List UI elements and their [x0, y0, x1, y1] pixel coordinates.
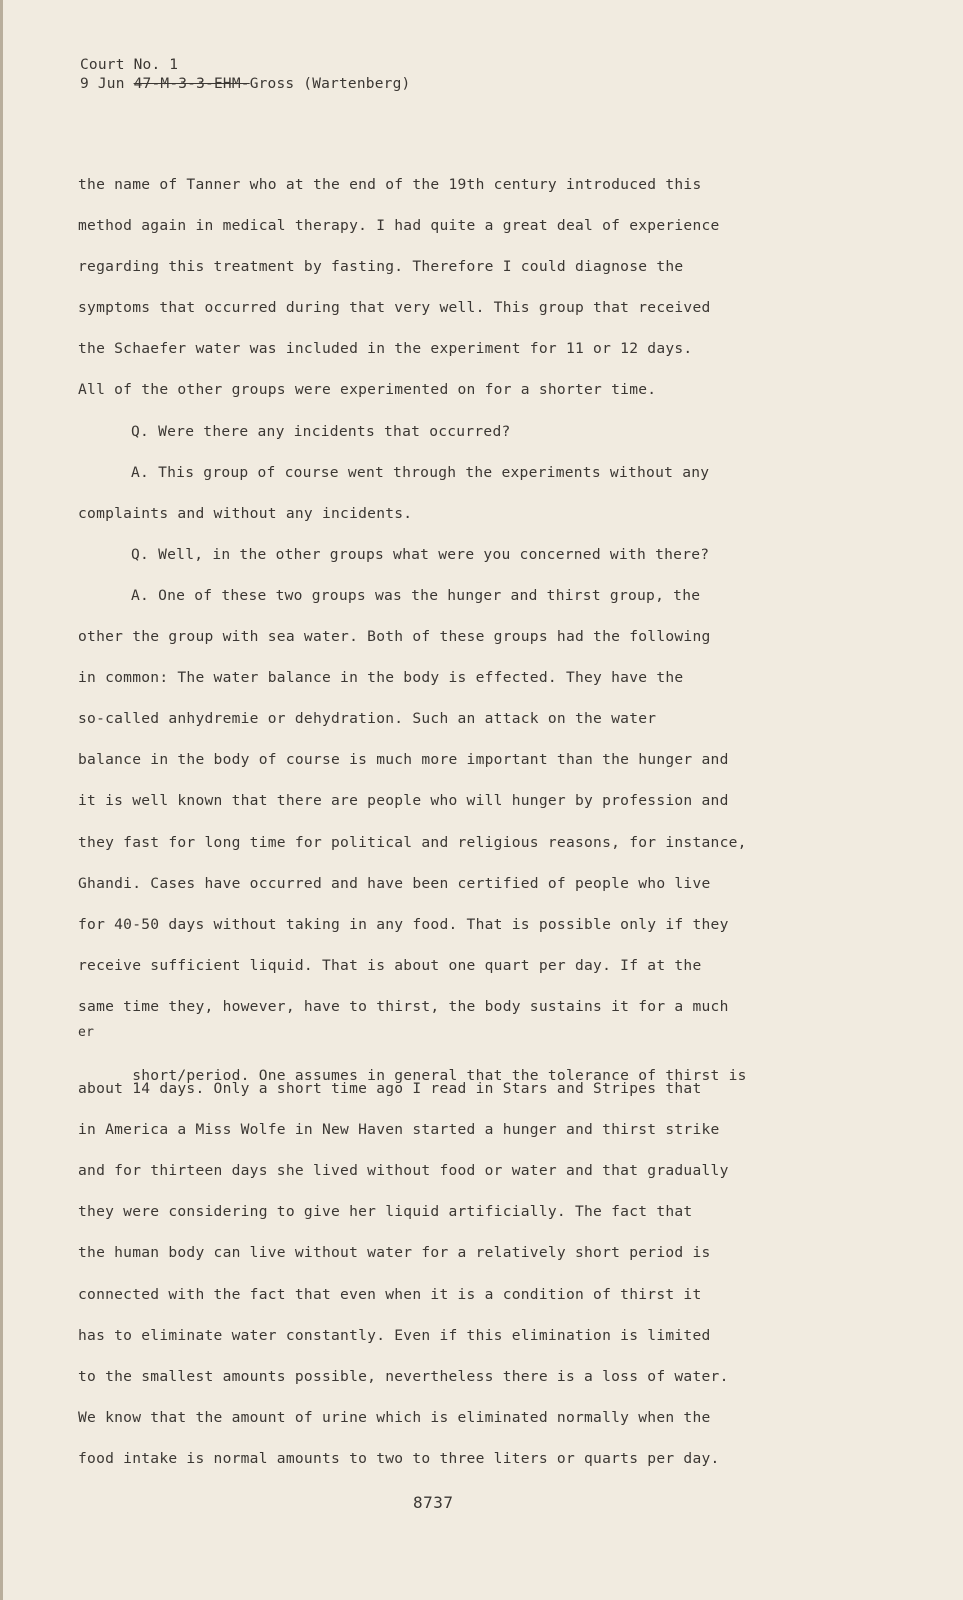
- transcript-line: for 40-50 days without taking in any food. That is possible only if they: [78, 915, 729, 933]
- transcript-line-with-interlinear-correction: [78, 1024, 848, 1084]
- transcript-line: about 14 days. Only a short time ago I read in Stars and Stripes that: [78, 1080, 702, 1098]
- transcript-line: has to eliminate water constantly. Even if this elimination is limited: [78, 1326, 711, 1344]
- transcript-lines-part-2: [78, 1075, 848, 1486]
- transcript-line: complaints and without any incidents.: [78, 504, 413, 522]
- transcript-line: in America a Miss Wolfe in New Haven started a hunger and thirst strike: [78, 1121, 720, 1139]
- transcript-line: receive sufficient liquid. That is about one quart per day. If at the: [78, 956, 702, 974]
- transcript-line: Q. Were there any incidents that occurred?: [131, 422, 511, 440]
- struck-reference: 47-M-3-3-EHM-: [133, 76, 250, 92]
- corrected-line-text: short/period. One assumes in general that the tolerance of thirst is: [132, 1066, 747, 1084]
- reporter-translator: Gross (Wartenberg): [249, 76, 411, 92]
- interlinear-correction: er: [78, 1024, 95, 1040]
- transcript-line: A. One of these two groups was the hunger and thirst group, the: [131, 586, 701, 604]
- page-number: 8737: [413, 1493, 454, 1512]
- transcript-line: symptoms that occurred during that very well. This group that received: [78, 299, 711, 317]
- transcript-line: they fast for long time for political and religious reasons, for instance,: [78, 833, 747, 851]
- page-edge: [0, 0, 3, 1600]
- transcript-line: the human body can live without water for a relatively short period is: [78, 1244, 711, 1262]
- transcript-line: they were considering to give her liquid artificially. The fact that: [78, 1203, 693, 1221]
- transcript-line: regarding this treatment by fasting. Therefore I could diagnose the: [78, 258, 684, 276]
- court-number: Court No. 1: [80, 57, 179, 73]
- date-line: [80, 75, 410, 94]
- transcript-line: the name of Tanner who at the end of the 19th century introduced this: [78, 176, 702, 193]
- transcript-line: Q. Well, in the other groups what were you concerned with there?: [131, 545, 710, 563]
- document-header: [80, 56, 410, 94]
- transcript-body: [78, 171, 848, 1486]
- transcript-line: connected with the fact that even when it is a condition of thirst it: [78, 1285, 702, 1303]
- transcript-line: in common: The water balance in the body is effected. They have the: [78, 669, 684, 687]
- transcript-line: other the group with sea water. Both of these groups had the following: [78, 628, 711, 646]
- transcript-line: same time they, however, have to thirst, the body sustains it for a much: [78, 997, 729, 1015]
- hearing-date: 9 Jun: [80, 76, 134, 92]
- transcript-line: it is well known that there are people who will hunger by profession and: [78, 792, 729, 810]
- transcript-line: to the smallest amounts possible, nevertheless there is a loss of water.: [78, 1367, 729, 1385]
- transcript-lines-part-1: [78, 171, 848, 1034]
- transcript-line: A. This group of course went through the experiments without any: [131, 463, 710, 481]
- transcript-line: balance in the body of course is much more important than the hunger and: [78, 751, 729, 769]
- transcript-line: All of the other groups were experimented on for a shorter time.: [78, 381, 657, 399]
- transcript-line: and for thirteen days she lived without food or water and that gradually: [78, 1162, 729, 1180]
- transcript-line: food intake is normal amounts to two to three liters or quarts per day.: [78, 1449, 720, 1467]
- transcript-line: the Schaefer water was included in the experiment for 11 or 12 days.: [78, 340, 693, 358]
- transcript-line: method again in medical therapy. I had quite a great deal of experience: [78, 217, 720, 235]
- transcript-line: Ghandi. Cases have occurred and have been certified of people who live: [78, 874, 711, 892]
- transcript-line: so-called anhydremie or dehydration. Such an attack on the water: [78, 710, 657, 728]
- transcript-line: We know that the amount of urine which is eliminated normally when the: [78, 1408, 711, 1426]
